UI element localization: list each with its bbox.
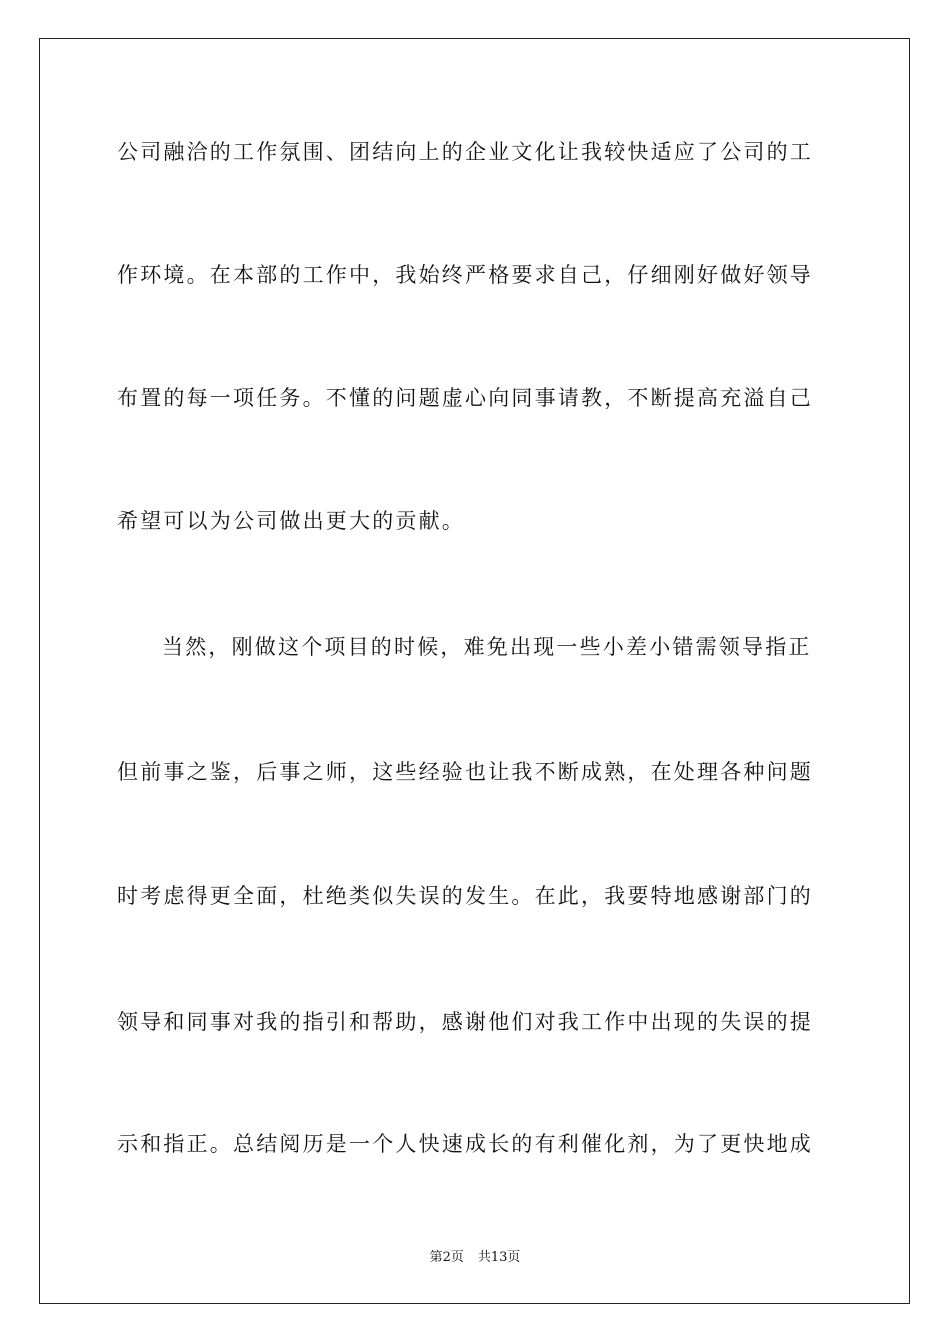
body-line-7: 时考虑得更全面，杜绝类似失误的发生。在此，我要特地感谢部门的 xyxy=(117,884,813,908)
body-line-5-paragraph-start: 当然，刚做这个项目的时候，难免出现一些小差小错需领导指正 xyxy=(162,635,812,659)
body-line-8: 领导和同事对我的指引和帮助，感谢他们对我工作中出现的失误的提 xyxy=(117,1010,813,1034)
body-line-3: 布置的每一项任务。不懂的问题虚心向同事请教，不断提高充溢自己 xyxy=(117,386,813,410)
page-number: 第2页 xyxy=(429,1250,464,1265)
body-line-6: 但前事之鉴，后事之师，这些经验也让我不断成熟，在处理各种问题 xyxy=(117,760,813,784)
body-line-4: 希望可以为公司做出更大的贡献。 xyxy=(117,509,465,533)
body-line-9: 示和指正。总结阅历是一个人快速成长的有利催化剂，为了更快地成 xyxy=(117,1132,813,1156)
body-line-2: 作环境。在本部的工作中，我始终严格要求自己，仔细刚好做好领导 xyxy=(117,263,813,287)
page-border xyxy=(39,38,910,1304)
page-footer xyxy=(0,1246,950,1265)
body-line-1: 公司融洽的工作氛围、团结向上的企业文化让我较快适应了公司的工 xyxy=(117,140,813,164)
total-pages: 共13页 xyxy=(477,1250,521,1265)
